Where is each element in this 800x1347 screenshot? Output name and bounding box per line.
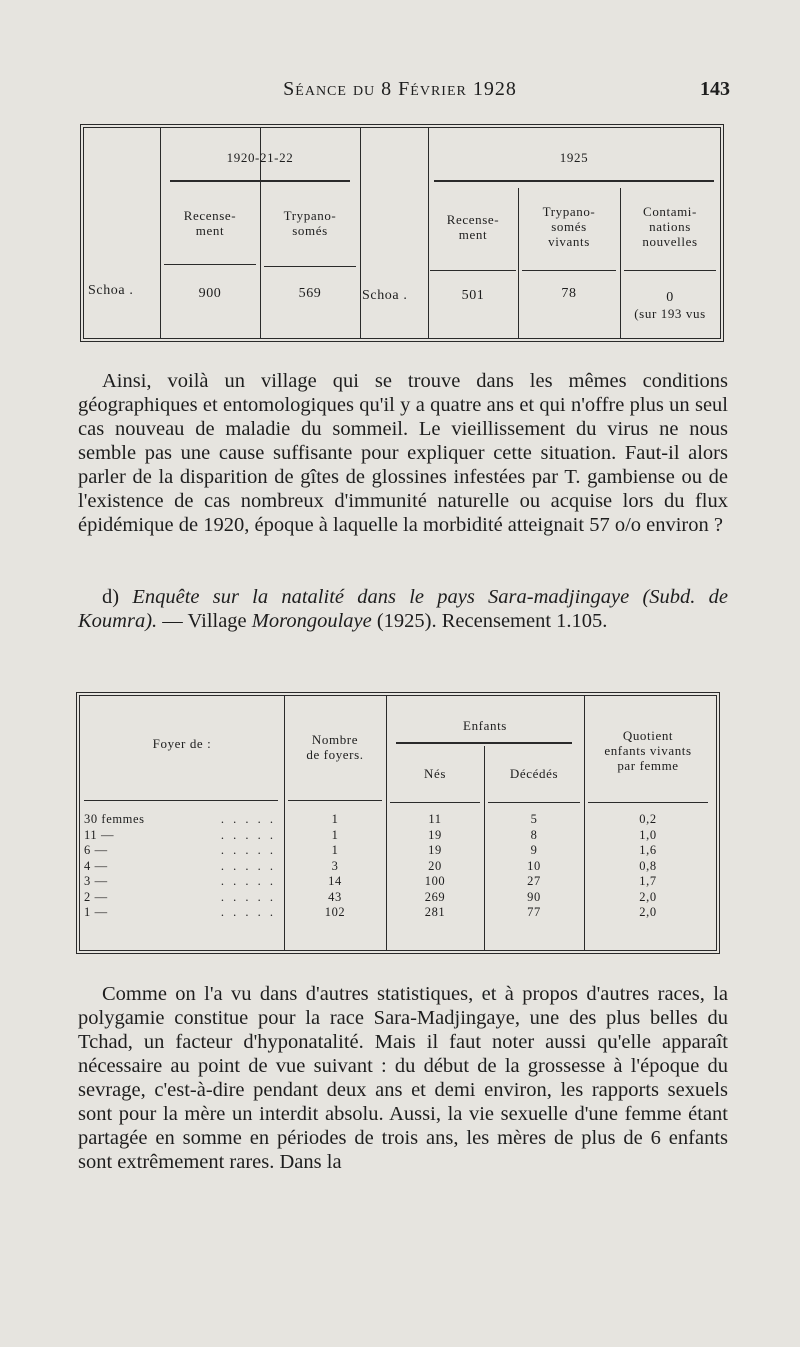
table-cell-decedes: 90 bbox=[527, 889, 541, 904]
table-cell-nombre: 1 bbox=[331, 843, 339, 857]
paragraph-enquete bbox=[78, 585, 728, 633]
contam-note: (sur 193 vus bbox=[634, 306, 706, 321]
col-enfants: Enfants bbox=[463, 718, 507, 733]
table-cell-nes: 11 bbox=[428, 812, 442, 826]
table-natalite bbox=[76, 692, 720, 954]
table-cell-nombre: 3 bbox=[331, 858, 339, 873]
table-cell-decedes: 77 bbox=[527, 905, 541, 919]
dot-leader: . . . . . bbox=[220, 858, 276, 873]
table-cell-nes: 19 bbox=[428, 827, 442, 842]
table-cell-nombre: 1 bbox=[331, 827, 339, 842]
col-recense-b: Recense- ment bbox=[446, 212, 500, 242]
enquete-title: Enquête sur la natalité dans le pays Sara-madjingaye (Subd. de Koumra). bbox=[78, 586, 729, 632]
table-cell-nombre: 43 bbox=[328, 889, 342, 904]
table-cell-nes: 281 bbox=[424, 905, 446, 919]
table-cell-quotient: 2,0 bbox=[639, 889, 657, 904]
col-recense-a: Recense- ment bbox=[183, 208, 237, 238]
value-trypano-a: 569 bbox=[298, 286, 322, 301]
table-cell-nes: 20 bbox=[428, 858, 442, 873]
table-cell-foyer: 11 — bbox=[84, 827, 115, 842]
table-cell-nombre: 102 bbox=[324, 905, 346, 919]
table-cell-foyer: 2 — bbox=[84, 889, 108, 904]
col-trypano-a: Trypano- somés bbox=[283, 208, 337, 238]
table-cell-nes: 269 bbox=[424, 889, 446, 904]
dot-leader: . . . . . bbox=[220, 905, 276, 919]
header-period-b: 1925 bbox=[559, 150, 589, 165]
table-cell-nes: 19 bbox=[428, 843, 442, 857]
dot-leader: . . . . . bbox=[220, 843, 276, 857]
col-nombre: Nombre de foyers. bbox=[306, 732, 364, 762]
table-cell-quotient: 0,8 bbox=[639, 858, 657, 873]
table-cell-quotient: 1,6 bbox=[639, 843, 657, 857]
header-period-a: 1920-21-22 bbox=[226, 150, 294, 165]
dot-leader: . . . . . bbox=[220, 874, 276, 888]
table-cell-quotient: 2,0 bbox=[639, 905, 657, 919]
col-trypano-b: Trypano- somés vivants bbox=[542, 204, 596, 249]
dot-leader: . . . . . bbox=[220, 827, 276, 842]
table-cell-quotient: 1,7 bbox=[639, 874, 657, 888]
table-cell-nes: 100 bbox=[424, 874, 446, 888]
table-cell-nombre: 14 bbox=[328, 874, 342, 888]
table-cell-foyer: 1 — bbox=[84, 905, 108, 919]
table-cell-foyer: 4 — bbox=[84, 858, 108, 873]
col-foyer: Foyer de : bbox=[152, 736, 212, 751]
value-recense-b: 501 bbox=[461, 288, 485, 303]
table-cell-decedes: 9 bbox=[530, 843, 538, 857]
table-cell-decedes: 27 bbox=[527, 874, 541, 888]
value-trypano-b: 78 bbox=[561, 286, 577, 301]
dot-leader: . . . . . bbox=[220, 812, 276, 826]
col-nes: Nés bbox=[423, 766, 447, 781]
row-label-b: Schoa . bbox=[362, 288, 408, 303]
table-sleeping-sickness bbox=[80, 124, 724, 342]
page-header bbox=[80, 78, 730, 108]
paragraph-comme: Comme on l'a vu dans d'autres statistiques, et à propos d'autres races, la polygamie constitue pour la race Sara-Madjingaye, une des plus belles du Tchad, un facteur d'hyponatalité. Mais il faut noter aussi qu'elle apparaît nécessaire au point de vue suivant : du début de la grossesse à l'époque du sevrage, c'est-à-dire pendant deux ans et demi environ, les rapports sexuels sont pour la mère un interdit absolu. Aussi, la vie sexuelle d'une femme étant partagée en somme en périodes de trois ans, les mères de plus de 6 enfants sont extrêmement rares. Dans la bbox=[78, 983, 728, 1173]
col-quotient: Quotient enfants vivants par femme bbox=[604, 728, 692, 773]
row-label-a: Schoa . bbox=[88, 283, 134, 298]
enquete-suffix: (1925). Recensement 1.105. bbox=[371, 610, 608, 632]
table-cell-foyer: 6 — bbox=[84, 843, 108, 857]
table-cell-decedes: 10 bbox=[527, 858, 541, 873]
dot-leader: . . . . . bbox=[220, 889, 276, 904]
running-title: Séance du 8 Février 1928 bbox=[283, 78, 517, 100]
table-cell-decedes: 8 bbox=[530, 827, 538, 842]
table-cell-foyer: 30 femmes bbox=[84, 812, 145, 826]
enquete-prefix: d) bbox=[102, 586, 133, 608]
value-recense-a: 900 bbox=[198, 286, 222, 301]
table-cell-nombre: 1 bbox=[331, 812, 339, 826]
table-cell-quotient: 1,0 bbox=[639, 827, 657, 842]
enquete-middle: — Village bbox=[157, 610, 252, 632]
enquete-village: Morongoulaye bbox=[251, 610, 372, 632]
table-cell-quotient: 0,2 bbox=[639, 812, 657, 826]
value-contam-b: 0 bbox=[666, 290, 674, 305]
paragraph-ainsi: Ainsi, voilà un village qui se trouve dans les mêmes conditions géographiques et entomologiques qu'il y a quatre ans et qui n'offre plus un seul cas nouveau de maladie du sommeil. Le vieillissement du virus ne nous semble pas une cause suffisante pour expliquer cette situation. Faut-il alors parler de la disparition de gîtes de glossines infestées par T. gambiense ou de l'existence de cas nombreux d'immunité naturelle ou acquise lors du flux épidémique de 1920, époque à laquelle la morbidité atteignait 57 o/o environ ? bbox=[78, 370, 728, 536]
col-contam-b: Contami- nations nouvelles bbox=[642, 204, 698, 249]
table-cell-decedes: 5 bbox=[530, 812, 538, 826]
col-decedes: Décédés bbox=[509, 766, 559, 781]
table-cell-foyer: 3 — bbox=[84, 874, 108, 888]
page-number: 143 bbox=[700, 78, 730, 100]
